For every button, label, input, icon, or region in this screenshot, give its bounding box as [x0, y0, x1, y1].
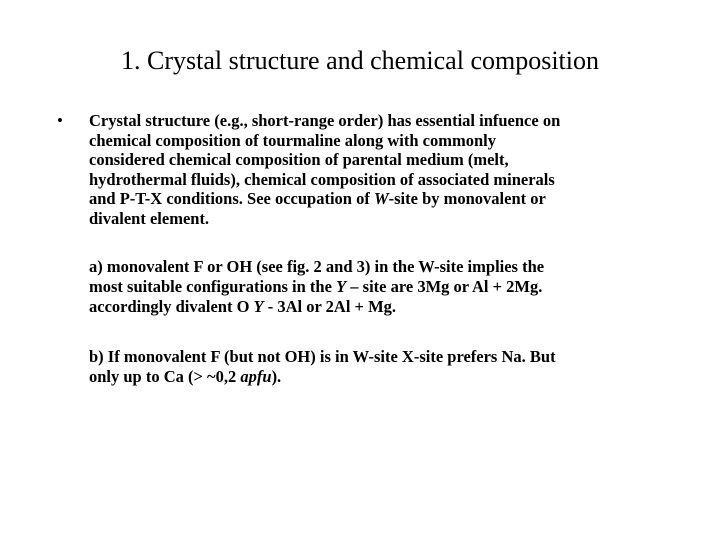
- text-line: [89, 277, 679, 297]
- unit-apfu: apfu: [240, 366, 272, 386]
- sub-paragraph-a: [89, 257, 679, 317]
- slide-title: 1. Crystal structure and chemical composition: [121, 46, 599, 75]
- text-segment: and P-T-X conditions. See occupation of: [89, 189, 374, 208]
- sub-paragraph-b: [89, 347, 679, 386]
- text-line: Crystal structure (e.g., short-range order) has essential infuence on: [89, 111, 561, 130]
- site-symbol-y: Y: [253, 297, 264, 316]
- text-line: [89, 189, 679, 209]
- text-segment: only up to Ca (> ~0,2: [89, 366, 241, 386]
- text-segment: ).: [271, 366, 282, 386]
- bullet-paragraph-crystal-structure: [89, 111, 679, 228]
- bullet-marker: •: [57, 111, 63, 130]
- text-line: chemical composition of tourmaline along with commonly: [89, 130, 496, 150]
- text-line: hydrothermal fluids), chemical composition of associated minerals: [89, 169, 555, 189]
- site-symbol-w: W: [373, 189, 389, 208]
- text-segment: accordingly divalent O: [89, 297, 254, 316]
- text-segment: – site are 3Mg or Al + 2Mg.: [346, 276, 543, 296]
- text-line: a) monovalent F or OH (see fig. 2 and 3) in the W-site implies the: [89, 257, 545, 276]
- text-segment: monovalent or: [443, 189, 546, 208]
- text-line: b) If monovalent F (but not OH) is in W-site X-site prefers Na. But: [89, 347, 556, 366]
- text-segment: -site by: [388, 189, 440, 208]
- text-line: [89, 297, 679, 317]
- site-symbol-y: Y: [336, 276, 347, 296]
- text-segment: - 3Al or 2Al + Mg.: [263, 297, 397, 316]
- text-segment: most suitable configurations in the: [89, 276, 337, 296]
- text-line: considered chemical composition of parental medium (melt,: [89, 150, 509, 169]
- text-line: [89, 367, 679, 387]
- text-line: divalent element.: [89, 208, 210, 228]
